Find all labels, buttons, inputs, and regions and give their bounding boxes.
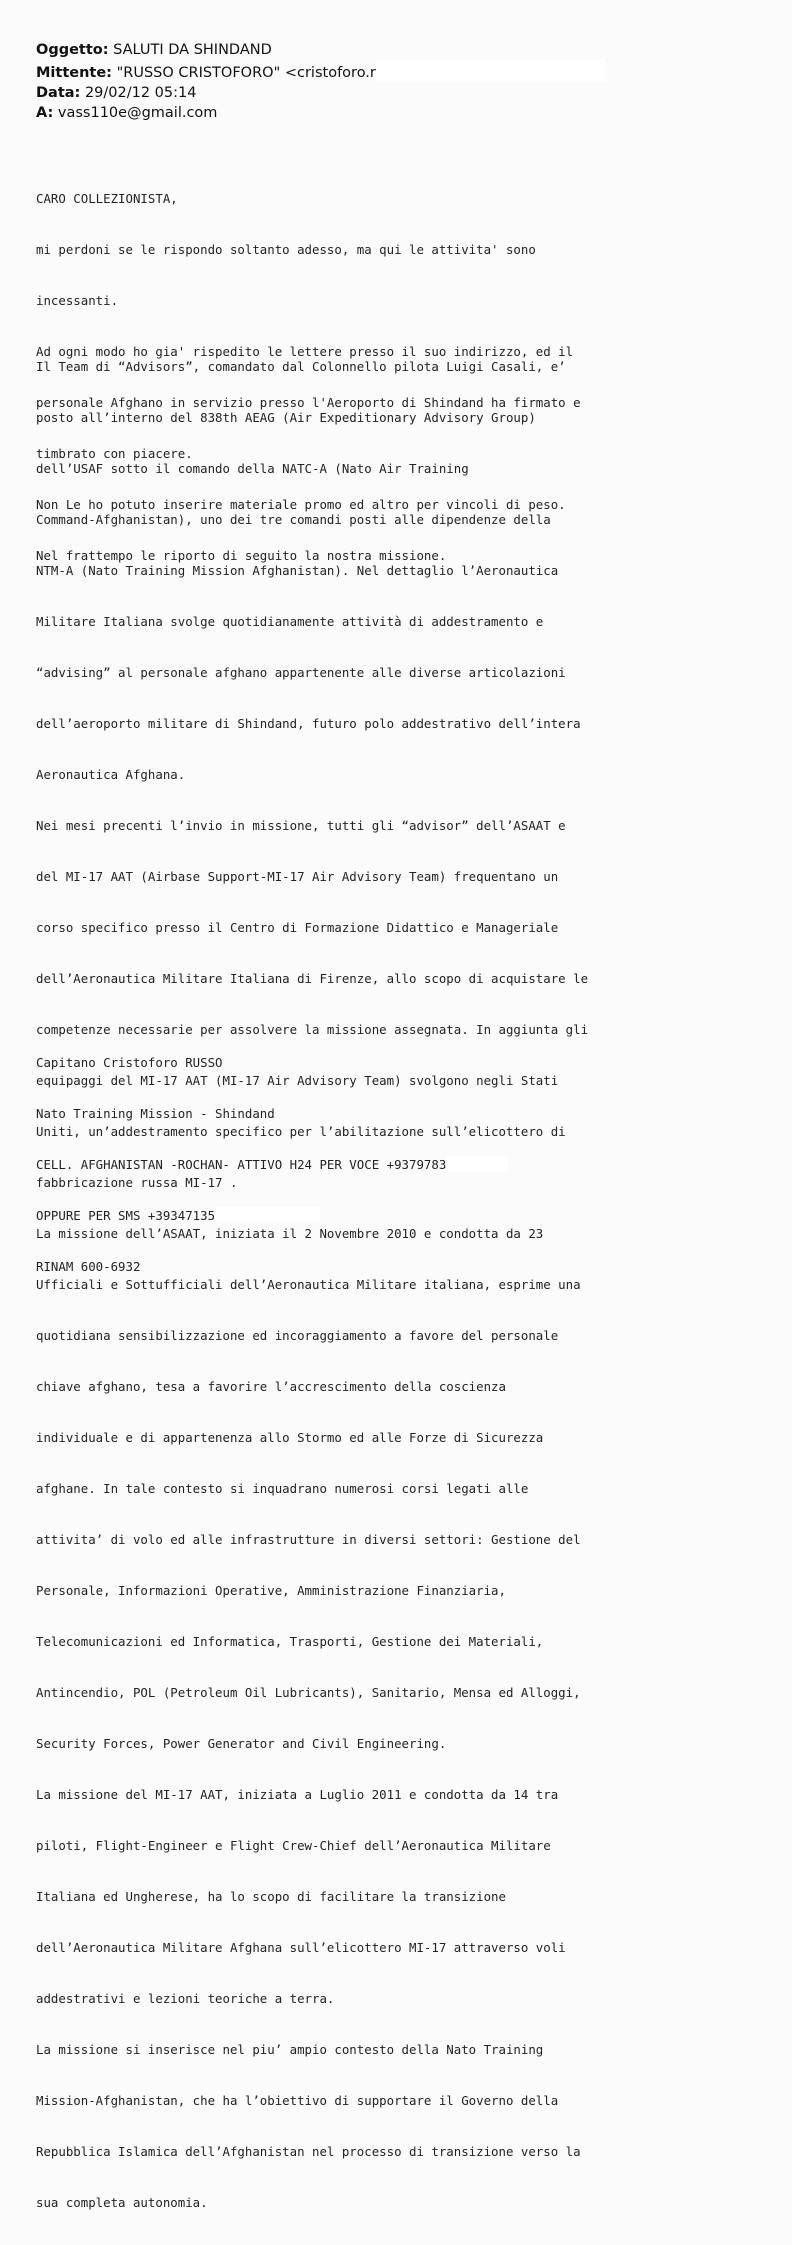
subject-row — [36, 40, 606, 60]
text-line: Non Le ho potuto inserire materiale promo ed altro per vincoli di peso. — [36, 497, 566, 512]
text-line: afghane. In tale contesto si inquadrano numerosi corsi legati alle — [36, 1481, 529, 1496]
text-line: La missione dell’ASAAT, iniziata il 2 Novembre 2010 e condotta da 23 — [36, 1226, 544, 1241]
text-line: Nei mesi precenti l’invio in missione, tutti gli “advisor” dell’ASAAT e — [36, 818, 566, 833]
text-line: attivita’ di volo ed alle infrastrutture in diversi settori: Gestione del — [36, 1532, 581, 1547]
email-header — [36, 40, 606, 123]
date-row — [36, 83, 606, 103]
signature-sms-row — [36, 1207, 508, 1224]
text-line: Aeronautica Afghana. — [36, 767, 186, 782]
text-line: addestrativi e lezioni teoriche a terra. — [36, 1991, 335, 2006]
signature-mission: Nato Training Mission - Shindand — [36, 1106, 275, 1121]
text-line: Ad ogni modo ho gia' rispedito le lettere presso il suo indirizzo, ed il — [36, 344, 574, 359]
text-line: Command-Afghanistan), uno dei tre comandi posti alle dipendenze della — [36, 512, 551, 527]
text-line: Nel frattempo le riporto di seguito la nostra missione. — [36, 548, 447, 563]
text-line: fabbricazione russa MI-17 . — [36, 1175, 238, 1190]
signature-block — [36, 1020, 508, 1309]
text-line: mi perdoni se le rispondo soltanto adesso, ma qui le attivita' sono — [36, 242, 536, 257]
redaction-box — [376, 60, 606, 82]
text-line: posto all’interno del 838th AEAG (Air Expeditionary Advisory Group) — [36, 410, 536, 425]
text-line: timbrato con piacere. — [36, 446, 193, 461]
text-line: Il Team di “Advisors”, comandato dal Colonnello pilota Luigi Casali, e’ — [36, 359, 566, 374]
signature-sms: OPPURE PER SMS +39347135 — [36, 1208, 216, 1223]
text-line: piloti, Flight-Engineer e Flight Crew-Chief dell’Aeronautica Militare — [36, 1838, 551, 1853]
text-line: Repubblica Islamica dell’Afghanistan nel processo di transizione verso la — [36, 2144, 581, 2159]
text-line: La missione si inserisce nel piu’ ampio contesto della Nato Training — [36, 2042, 544, 2057]
text-line: sua completa autonomia. — [36, 2195, 208, 2210]
text-line: La missione del MI-17 AAT, iniziata a Luglio 2011 e condotta da 14 tra — [36, 1787, 559, 1802]
to-row — [36, 103, 606, 123]
subject-label: Oggetto: — [36, 42, 109, 58]
text-line: Antincendio, POL (Petroleum Oil Lubricants), Sanitario, Mensa ed Alloggi, — [36, 1685, 581, 1700]
signature-phone-row — [36, 1156, 508, 1173]
text-line: Ufficiali e Sottufficiali dell’Aeronautica Militare italiana, esprime una — [36, 1277, 581, 1292]
date-label: Data: — [36, 85, 81, 101]
text-line: corso specifico presso il Centro di Formazione Didattico e Manageriale — [36, 920, 559, 935]
text-line: Mission-Afghanistan, che ha l’obiettivo di supportare il Governo della — [36, 2093, 559, 2108]
signature-rinam: RINAM 600-6932 — [36, 1259, 141, 1274]
text-line: dell’aeroporto militare di Shindand, futuro polo addestrativo dell’intera — [36, 716, 581, 731]
text-line: dell’USAF sotto il comando della NATC-A (Nato Air Training — [36, 461, 469, 476]
text-line: chiave afghano, tesa a favorire l’accrescimento della coscienza — [36, 1379, 506, 1394]
text-line: competenze necessarie per assolvere la missione assegnata. In aggiunta gli — [36, 1022, 589, 1037]
date-value: 29/02/12 05:14 — [84, 85, 197, 101]
to-value: vass110e@gmail.com — [57, 105, 218, 121]
text-line: individuale e di appartenenza allo Stormo ed alle Forze di Sicurezza — [36, 1430, 544, 1445]
sender-label: Mittente: — [36, 65, 112, 81]
text-line: “advising” al personale afghano appartenente alle diverse articolazioni — [36, 665, 566, 680]
signature-phone: CELL. AFGHANISTAN -ROCHAN- ATTIVO H24 PER VOCE +9379783 — [36, 1157, 447, 1172]
text-line: incessanti. — [36, 293, 119, 308]
text-line: equipaggi del MI-17 AAT (MI-17 Air Advisory Team) svolgono negli Stati — [36, 1073, 559, 1088]
sender-row — [36, 60, 606, 83]
subject-value: SALUTI DA SHINDAND — [113, 42, 272, 58]
to-label: A: — [36, 105, 54, 121]
text-line: Italiana ed Ungherese, ha lo scopo di facilitare la transizione — [36, 1889, 506, 1904]
text-line: Security Forces, Power Generator and Civil Engineering. — [36, 1736, 447, 1751]
text-line: Personale, Informazioni Operative, Amministrazione Finanziaria, — [36, 1583, 506, 1598]
text-line: Militare Italiana svolge quotidianamente attività di addestramento e — [36, 614, 544, 629]
text-line: dell’Aeronautica Militare Italiana di Firenze, allo scopo di acquistare le — [36, 971, 589, 986]
sender-value: "RUSSO CRISTOFORO" <cristoforo.r — [116, 65, 376, 81]
text-line: del MI-17 AAT (Airbase Support-MI-17 Air Advisory Team) frequentano un — [36, 869, 559, 884]
text-line: personale Afghano in servizio presso l'Aeroporto di Shindand ha firmato e — [36, 395, 581, 410]
text-line: Telecomunicazioni ed Informatica, Trasporti, Gestione dei Materiali, — [36, 1634, 544, 1649]
text-line: Uniti, un’addestramento specifico per l’abilitazione sull’elicottero di — [36, 1124, 566, 1139]
redaction-box — [446, 1156, 508, 1172]
redaction-box — [215, 1207, 320, 1223]
signature-name: Capitano Cristoforo RUSSO — [36, 1055, 223, 1070]
text-line: NTM-A (Nato Training Mission Afghanistan). Nel dettaglio l’Aeronautica — [36, 563, 559, 578]
text-line: quotidiana sensibilizzazione ed incoraggiamento a favore del personale — [36, 1328, 559, 1343]
text-line: CARO COLLEZIONISTA, — [36, 191, 178, 206]
text-line: dell’Aeronautica Militare Afghana sull’elicottero MI-17 attraverso voli — [36, 1940, 566, 1955]
